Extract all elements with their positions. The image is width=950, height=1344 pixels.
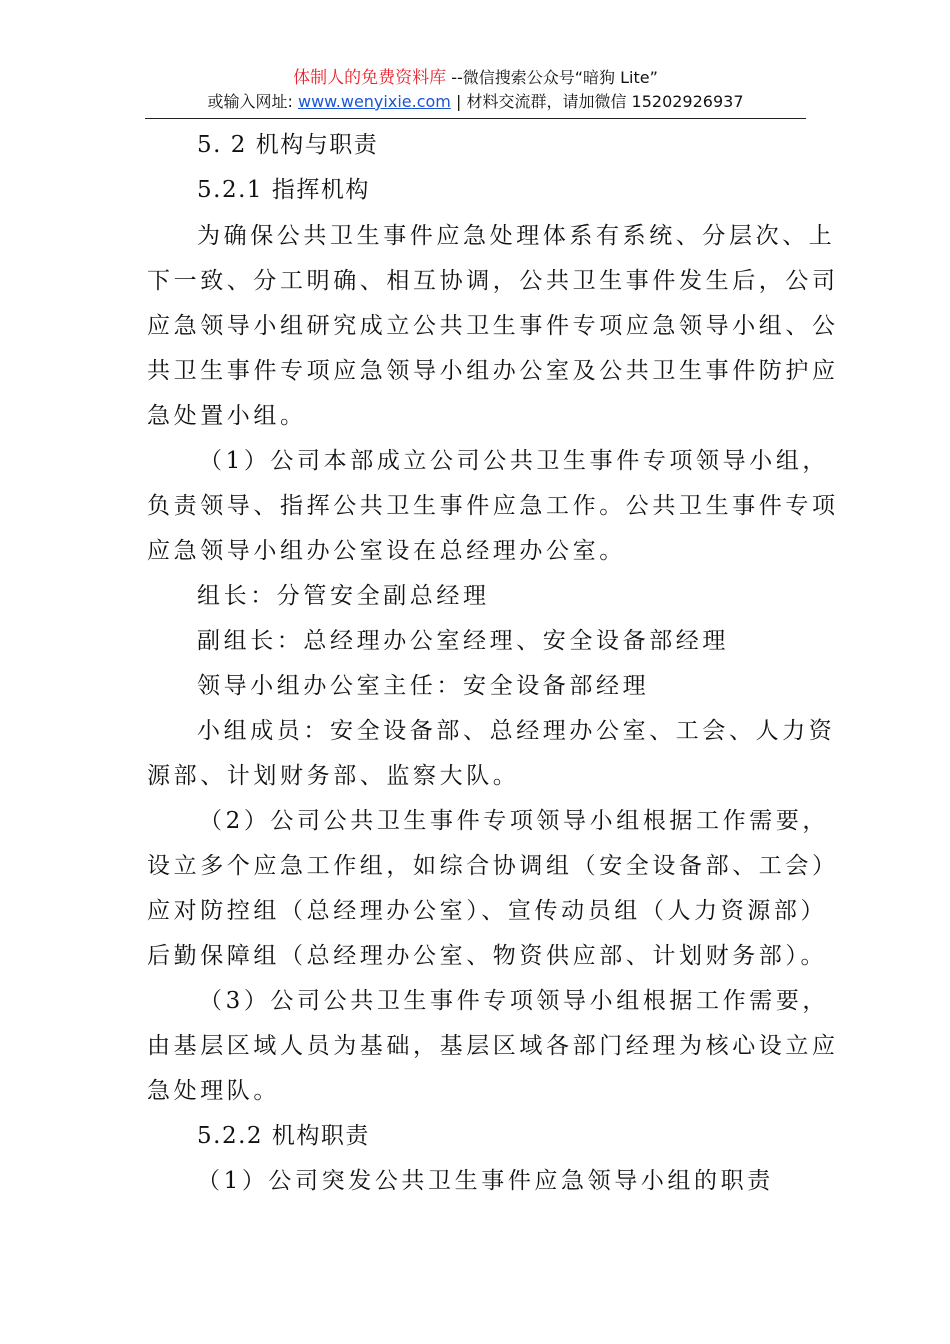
wechat-text: --微信搜索公众号“暗狗 Lite” <box>451 68 658 87</box>
website-link[interactable]: www.wenyixie.com <box>297 92 451 111</box>
paragraph-line: （1）公司本部成立公司公共卫生事件专项领导小组， <box>199 448 830 474</box>
paragraph-line: 下一致、分工明确、相互协调，公共卫生事件发生后，公司 <box>147 268 839 294</box>
paragraph-line: 应对防控组（总经理办公室）、宣传动员组（人力资源部） <box>147 898 828 924</box>
header-line-1 <box>145 66 806 90</box>
paragraph-line: 小组成员：安全设备部、总经理办公室、工会、人力资 <box>197 718 836 744</box>
paragraph-line: 共卫生事件专项应急领导小组办公室及公共卫生事件防护应 <box>147 358 839 384</box>
paragraph-line: （3）公司公共卫生事件专项领导小组根据工作需要， <box>199 988 830 1014</box>
paragraph-line: 设立多个应急工作组，如综合协调组（安全设备部、工会） <box>147 853 839 879</box>
paragraph-line: 应急领导小组研究成立公共卫生事件专项应急领导小组、公 <box>147 313 839 339</box>
paragraph-line: 领导小组办公室主任：安全设备部经理 <box>197 673 650 699</box>
subsection-heading: 5.2.2 机构职责 <box>197 1123 370 1149</box>
paragraph-line: 副组长：总经理办公室经理、安全设备部经理 <box>197 628 729 654</box>
brand-text: 体制人的免费资料库 <box>293 68 447 88</box>
paragraph-line: （1）公司突发公共卫生事件应急领导小组的职责 <box>197 1168 774 1194</box>
paragraph-line: 源部、计划财务部、监察大队。 <box>147 763 520 789</box>
paragraph-line: 组长：分管安全副总经理 <box>197 583 490 609</box>
paragraph-line: 应急领导小组办公室设在总经理办公室。 <box>147 538 626 564</box>
paragraph-line: （2）公司公共卫生事件专项领导小组根据工作需要， <box>199 808 830 834</box>
paragraph-line: 负责领导、指挥公共卫生事件应急工作。公共卫生事件专项 <box>147 493 839 519</box>
header-rule <box>145 118 806 119</box>
section-heading: 5. 2 机构与职责 <box>197 132 379 158</box>
header-divider: | <box>455 92 467 111</box>
contact-text: 材料交流群，请加微信 15202926937 <box>466 92 744 111</box>
subsection-heading: 5.2.1 指挥机构 <box>197 177 370 203</box>
header-line-2 <box>145 90 806 114</box>
url-label: 或输入网址: <box>207 92 293 111</box>
paragraph-line: 急处置小组。 <box>147 403 307 429</box>
paragraph-line: 急处理队。 <box>147 1078 280 1104</box>
watermark-header <box>145 66 806 114</box>
paragraph-line: 后勤保障组（总经理办公室、物资供应部、计划财务部）。 <box>147 943 828 969</box>
paragraph-line: 为确保公共卫生事件应急处理体系有系统、分层次、上 <box>197 223 836 249</box>
paragraph-line: 由基层区域人员为基础，基层区域各部门经理为核心设立应 <box>147 1033 839 1059</box>
